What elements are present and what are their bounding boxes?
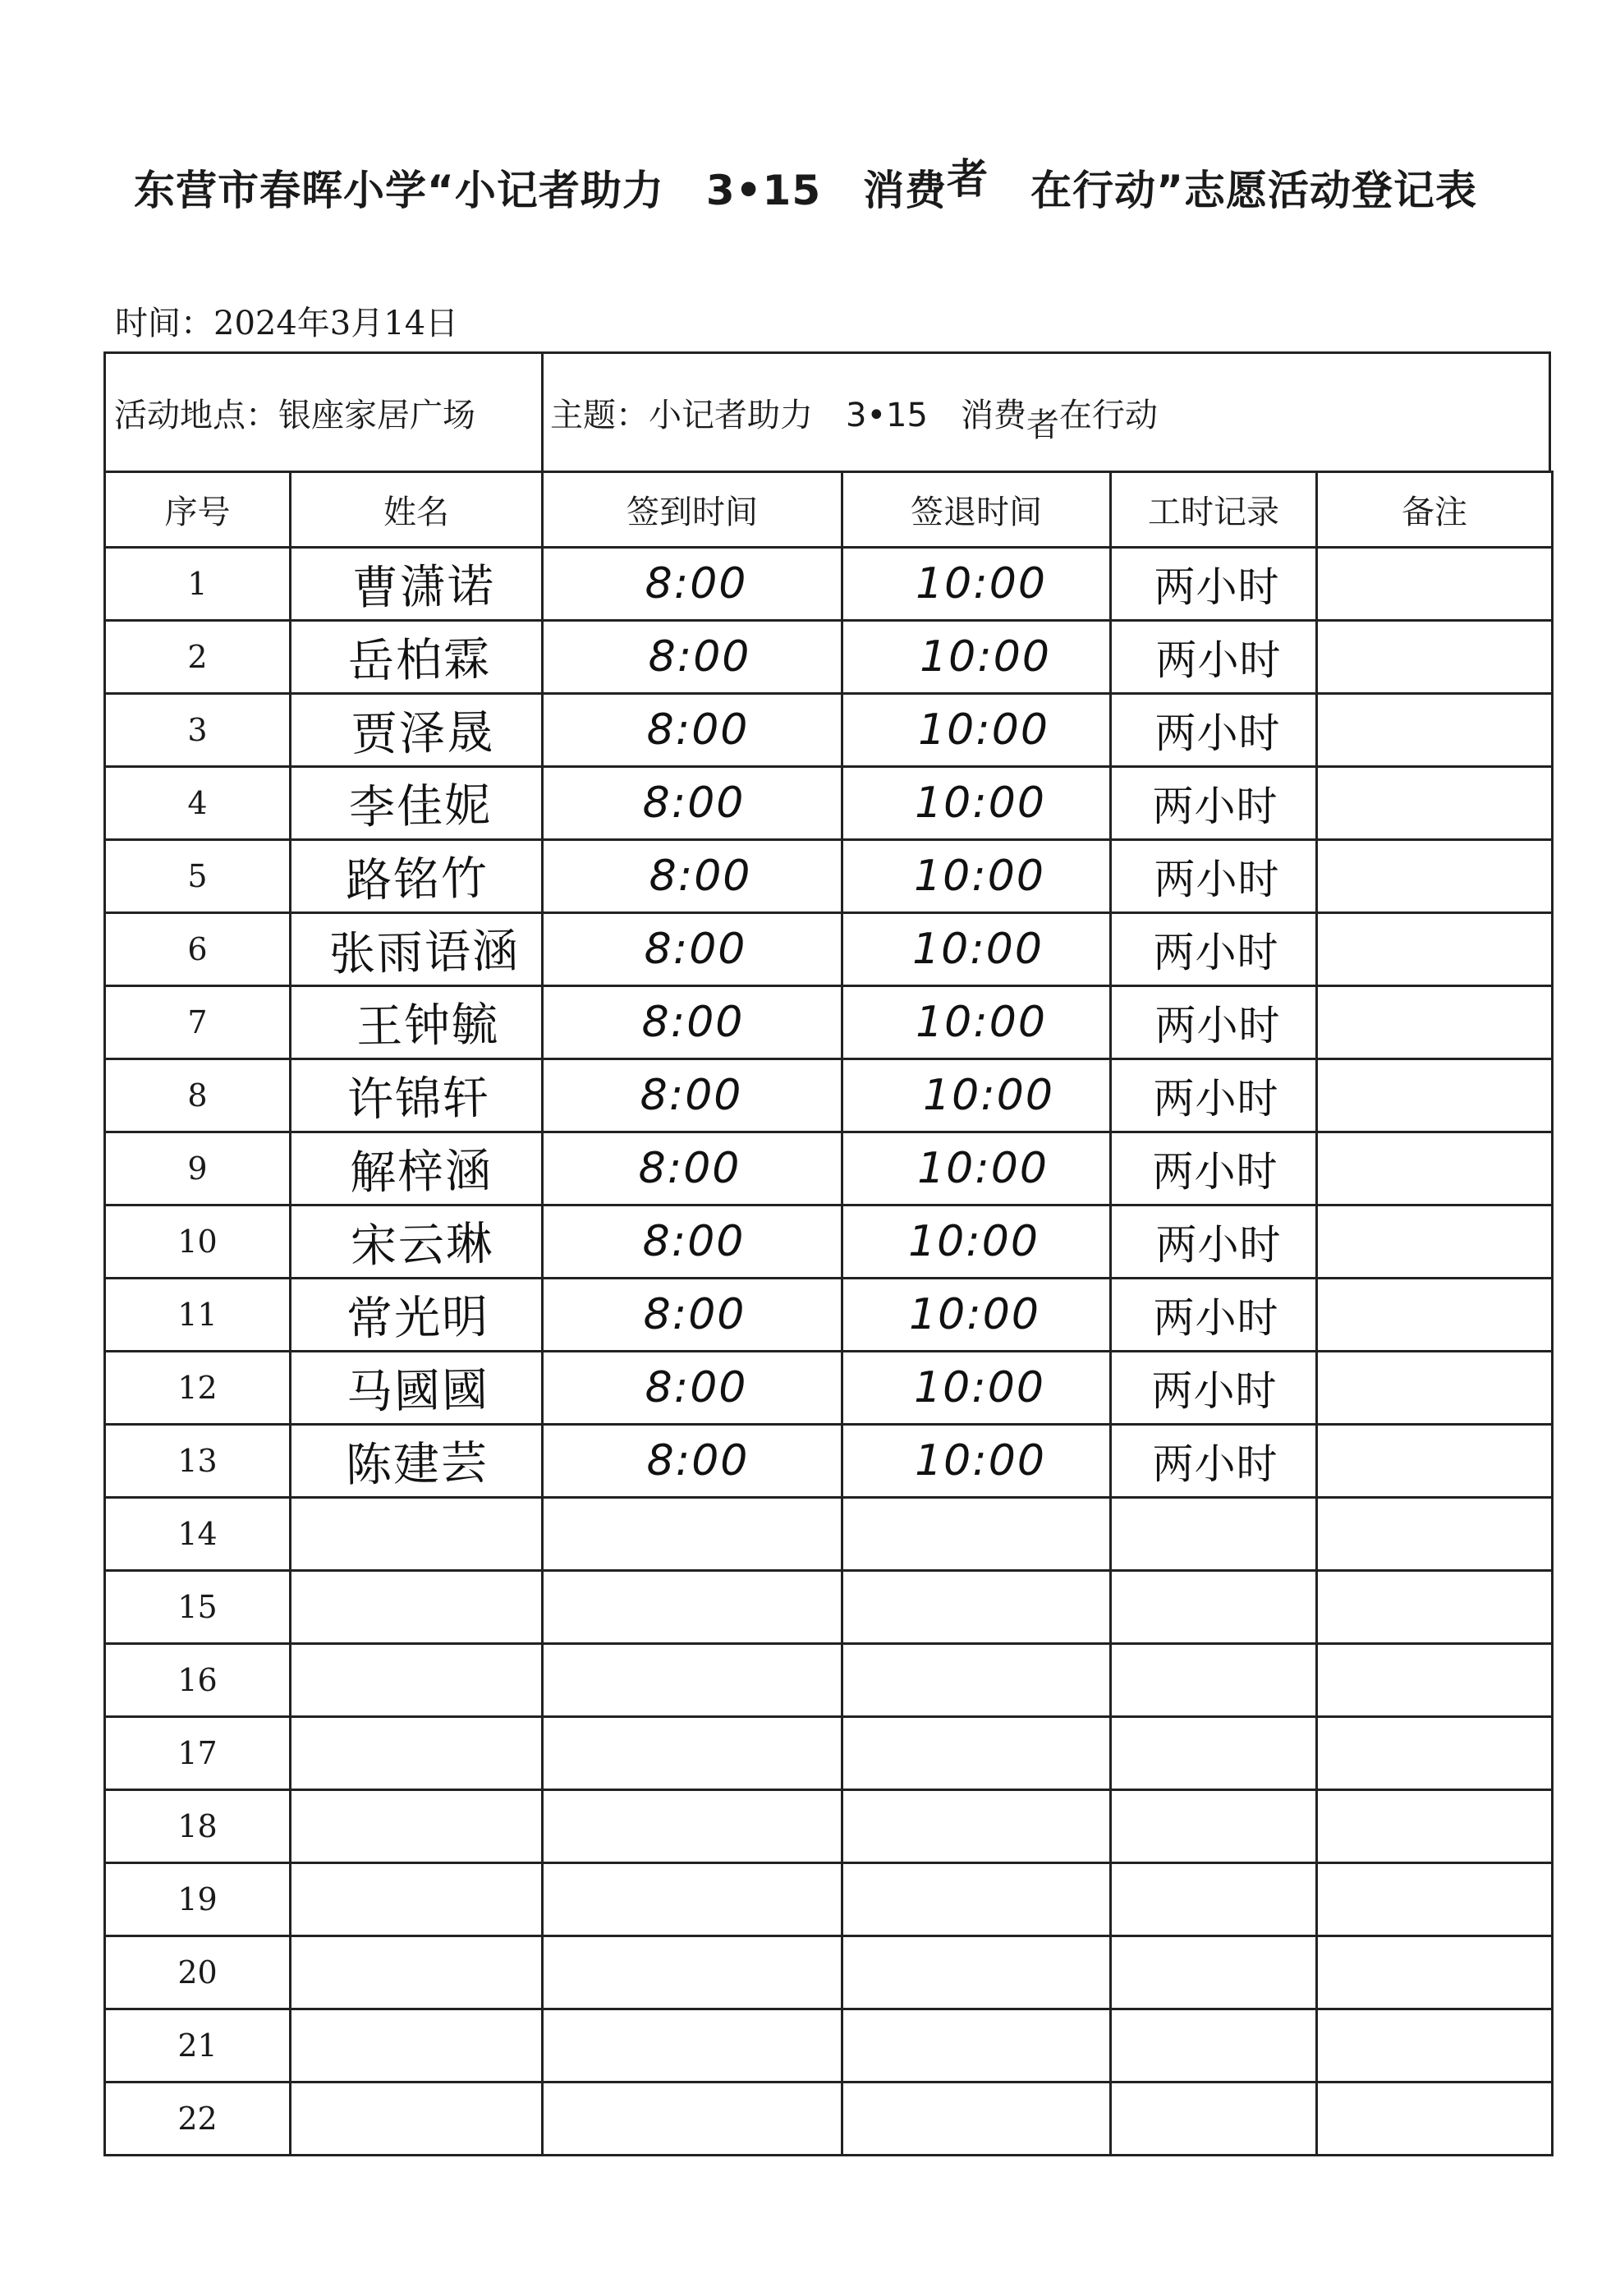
- row-name-cell: [291, 1936, 543, 2009]
- row-sign-out-cell: [842, 1790, 1111, 1863]
- table-body: [105, 548, 1553, 2156]
- row-hours-cell: [1111, 694, 1317, 767]
- row-seq: 16: [177, 1662, 218, 1698]
- row-sign-out: 10:00: [918, 705, 1049, 755]
- row-sign-out: 10:00: [915, 1436, 1046, 1486]
- row-seq: 12: [177, 1370, 218, 1406]
- row-note-cell: [1317, 1936, 1553, 2009]
- row-note-cell: [1317, 840, 1553, 913]
- row-sign-in: 8:00: [645, 1363, 748, 1412]
- row-sign-out: 10:00: [916, 998, 1047, 1047]
- row-hours-cell: [1111, 1863, 1317, 1936]
- table-row: [105, 840, 1553, 913]
- place-value: 银座家居广场: [278, 396, 475, 434]
- row-hours-cell: [1111, 840, 1317, 913]
- row-hours-cell: [1111, 1205, 1317, 1279]
- row-name-cell: [291, 1205, 543, 1279]
- row-seq-cell: [105, 2082, 291, 2156]
- row-name: 路铭竹: [345, 852, 489, 908]
- row-seq: 22: [177, 2101, 218, 2137]
- row-name: 王钟毓: [356, 998, 500, 1054]
- row-name: 岳柏霖: [347, 632, 492, 689]
- row-seq-cell: [105, 2009, 291, 2082]
- row-sign-out: 10:00: [920, 632, 1051, 682]
- row-sign-in-cell: [543, 548, 842, 621]
- row-name-cell: [291, 986, 543, 1059]
- row-sign-in-cell: [543, 1498, 842, 1571]
- row-hours: 两小时: [1153, 1075, 1279, 1123]
- row-name-cell: [291, 548, 543, 621]
- row-sign-out-cell: [842, 694, 1111, 767]
- row-name-cell: [291, 840, 543, 913]
- row-name-cell: [291, 1717, 543, 1790]
- row-sign-out: 10:00: [915, 778, 1046, 828]
- date-value: 2024年3月14日: [213, 305, 459, 342]
- table-row: [105, 1790, 1553, 1863]
- row-note-cell: [1317, 694, 1553, 767]
- row-hours: 两小时: [1152, 1440, 1278, 1488]
- row-sign-out: 10:00: [916, 559, 1047, 608]
- row-name-cell: [291, 1059, 543, 1132]
- row-hours-cell: [1111, 548, 1317, 621]
- row-hours-cell: [1111, 1936, 1317, 2009]
- row-seq-cell: [105, 1425, 291, 1498]
- row-hours: 两小时: [1155, 1221, 1282, 1269]
- row-sign-out-cell: [842, 621, 1111, 694]
- row-sign-out-cell: [842, 986, 1111, 1059]
- table-row: [105, 1059, 1553, 1132]
- header-hours: 工时记录: [1111, 472, 1317, 548]
- row-hours-cell: [1111, 2009, 1317, 2082]
- row-hours: 两小时: [1153, 929, 1279, 976]
- row-sign-in-cell: [543, 694, 842, 767]
- row-name-cell: [291, 1425, 543, 1498]
- row-name-cell: [291, 2009, 543, 2082]
- row-sign-in: 8:00: [642, 778, 746, 828]
- row-sign-in-cell: [543, 1863, 842, 1936]
- row-hours: 两小时: [1154, 856, 1280, 903]
- table-row: [105, 1571, 1553, 1644]
- activity-place-cell: [106, 354, 544, 471]
- row-sign-in: 8:00: [638, 1144, 741, 1193]
- row-seq-cell: [105, 767, 291, 840]
- row-seq: 1: [187, 566, 208, 602]
- row-seq: 19: [177, 1881, 218, 1917]
- table-row: [105, 986, 1553, 1059]
- row-seq-cell: [105, 913, 291, 986]
- row-seq-cell: [105, 1352, 291, 1425]
- row-sign-out-cell: [842, 1863, 1111, 1936]
- table-row: [105, 1644, 1553, 1717]
- row-seq: 2: [187, 639, 208, 675]
- row-hours-cell: [1111, 767, 1317, 840]
- row-seq-cell: [105, 1863, 291, 1936]
- row-seq: 3: [187, 712, 208, 748]
- row-seq-cell: [105, 840, 291, 913]
- row-sign-in-cell: [543, 1279, 842, 1352]
- date-label: 时间：: [115, 305, 213, 342]
- row-name-cell: [291, 1863, 543, 1936]
- row-sign-out-cell: [842, 1425, 1111, 1498]
- theme-label: 主题：: [550, 396, 649, 434]
- row-seq: 5: [187, 858, 208, 894]
- row-sign-in-cell: [543, 1790, 842, 1863]
- row-note-cell: [1317, 621, 1553, 694]
- row-name: 李佳妮: [348, 778, 493, 835]
- row-seq: 18: [177, 1808, 218, 1844]
- row-name: 常光明: [346, 1290, 490, 1347]
- volunteer-register-table: [103, 471, 1554, 2156]
- row-sign-out-cell: [842, 913, 1111, 986]
- row-seq: 21: [177, 2027, 218, 2064]
- row-name-cell: [291, 1571, 543, 1644]
- row-hours-cell: [1111, 1059, 1317, 1132]
- row-seq-cell: [105, 986, 291, 1059]
- row-name-cell: [291, 1279, 543, 1352]
- row-seq: 11: [177, 1297, 218, 1333]
- row-name-cell: [291, 694, 543, 767]
- table-row: [105, 2082, 1553, 2156]
- row-name: 马國國: [346, 1363, 490, 1420]
- row-note-cell: [1317, 1205, 1553, 1279]
- row-sign-out-cell: [842, 1279, 1111, 1352]
- row-hours: 两小时: [1152, 1148, 1278, 1196]
- row-sign-in-cell: [543, 1352, 842, 1425]
- row-hours-cell: [1111, 986, 1317, 1059]
- table-row: [105, 1352, 1553, 1425]
- row-name-cell: [291, 1132, 543, 1205]
- row-hours-cell: [1111, 1279, 1317, 1352]
- row-hours: 两小时: [1152, 783, 1278, 830]
- row-hours-cell: [1111, 913, 1317, 986]
- row-note-cell: [1317, 1863, 1553, 1936]
- row-hours-cell: [1111, 1790, 1317, 1863]
- row-sign-out-cell: [842, 1936, 1111, 2009]
- row-sign-out: 10:00: [908, 1217, 1040, 1266]
- header-seq: 序号: [105, 472, 291, 548]
- row-seq: 7: [187, 1004, 208, 1040]
- header-sign-in: 签到时间: [543, 472, 842, 548]
- row-sign-out-cell: [842, 548, 1111, 621]
- table-row: [105, 1425, 1553, 1498]
- row-hours: 两小时: [1154, 563, 1280, 611]
- row-name: 张雨语涵: [328, 924, 521, 982]
- table-row: [105, 1279, 1553, 1352]
- row-name-cell: [291, 913, 543, 986]
- row-note-cell: [1317, 1571, 1553, 1644]
- row-sign-out-cell: [842, 840, 1111, 913]
- row-seq-cell: [105, 1205, 291, 1279]
- row-name: 解梓涵: [349, 1144, 493, 1201]
- table-row: [105, 913, 1553, 986]
- row-hours-cell: [1111, 2082, 1317, 2156]
- row-seq-cell: [105, 1132, 291, 1205]
- row-sign-in-cell: [543, 621, 842, 694]
- row-name-cell: [291, 621, 543, 694]
- row-seq: 17: [177, 1735, 218, 1771]
- table-row: [105, 621, 1553, 694]
- row-sign-out-cell: [842, 2009, 1111, 2082]
- title-part2: 在行动”志愿活动登记表: [989, 167, 1478, 214]
- table-row: [105, 767, 1553, 840]
- row-sign-out-cell: [842, 1132, 1111, 1205]
- form-title: [0, 155, 1611, 217]
- row-note-cell: [1317, 986, 1553, 1059]
- row-seq: 9: [187, 1150, 208, 1187]
- table-row: [105, 694, 1553, 767]
- header-note: 备注: [1317, 472, 1553, 548]
- row-seq-cell: [105, 621, 291, 694]
- row-name-cell: [291, 1644, 543, 1717]
- row-seq: 13: [177, 1443, 218, 1479]
- row-sign-in-cell: [543, 2082, 842, 2156]
- row-hours: 两小时: [1154, 709, 1281, 757]
- row-seq-cell: [105, 548, 291, 621]
- row-seq: 8: [187, 1077, 208, 1114]
- row-sign-in-cell: [543, 1644, 842, 1717]
- row-sign-in: 8:00: [646, 705, 750, 755]
- row-hours-cell: [1111, 1352, 1317, 1425]
- row-seq-cell: [105, 1717, 291, 1790]
- row-seq-cell: [105, 1644, 291, 1717]
- table-row: [105, 1936, 1553, 2009]
- header-sign-out: 签退时间: [842, 472, 1111, 548]
- table-row: [105, 1863, 1553, 1936]
- row-hours: 两小时: [1153, 1294, 1279, 1342]
- header-name: 姓名: [291, 472, 543, 548]
- title-raised-char: 者: [947, 155, 989, 203]
- row-name-cell: [291, 1790, 543, 1863]
- date-line: [115, 297, 458, 344]
- row-seq-cell: [105, 1498, 291, 1571]
- table-row: [105, 1132, 1553, 1205]
- row-note-cell: [1317, 1059, 1553, 1132]
- row-sign-out-cell: [842, 1059, 1111, 1132]
- theme-part2: 在行动: [1058, 396, 1158, 434]
- row-sign-out: 10:00: [912, 925, 1044, 974]
- row-sign-out: 10:00: [909, 1290, 1040, 1339]
- row-sign-out-cell: [842, 1571, 1111, 1644]
- row-seq: 20: [177, 1954, 218, 1991]
- row-sign-in-cell: [543, 1205, 842, 1279]
- row-sign-out: 10:00: [914, 852, 1045, 901]
- row-sign-in-cell: [543, 913, 842, 986]
- row-note-cell: [1317, 1425, 1553, 1498]
- row-hours-cell: [1111, 1717, 1317, 1790]
- theme-lowered-char: 者: [1026, 406, 1059, 444]
- row-note-cell: [1317, 548, 1553, 621]
- row-sign-in: 8:00: [642, 1217, 746, 1266]
- row-seq: 15: [177, 1589, 218, 1625]
- row-note-cell: [1317, 1790, 1553, 1863]
- row-note-cell: [1317, 767, 1553, 840]
- title-part1: 东营市春晖小学“小记者助力 3•15 消费: [133, 167, 948, 214]
- table-row: [105, 1498, 1553, 1571]
- row-note-cell: [1317, 1644, 1553, 1717]
- row-name: 贾泽晟: [351, 705, 495, 762]
- row-note-cell: [1317, 2082, 1553, 2156]
- row-seq-cell: [105, 1790, 291, 1863]
- row-sign-in: 8:00: [648, 632, 751, 682]
- table-row: [105, 548, 1553, 621]
- row-name: 宋云琳: [350, 1217, 494, 1274]
- row-note-cell: [1317, 1279, 1553, 1352]
- row-hours: 两小时: [1154, 1002, 1281, 1049]
- row-sign-in-cell: [543, 1425, 842, 1498]
- table-row: [105, 1205, 1553, 1279]
- row-name-cell: [291, 1498, 543, 1571]
- row-sign-in-cell: [543, 1571, 842, 1644]
- row-seq-cell: [105, 1571, 291, 1644]
- row-sign-out: 10:00: [914, 1363, 1045, 1412]
- row-hours-cell: [1111, 1644, 1317, 1717]
- table-row: [105, 2009, 1553, 2082]
- row-seq-cell: [105, 1279, 291, 1352]
- row-sign-out-cell: [842, 1205, 1111, 1279]
- row-note-cell: [1317, 1132, 1553, 1205]
- row-hours-cell: [1111, 1132, 1317, 1205]
- row-sign-out-cell: [842, 767, 1111, 840]
- row-sign-in: 8:00: [644, 925, 747, 974]
- row-seq-cell: [105, 1936, 291, 2009]
- row-hours-cell: [1111, 1425, 1317, 1498]
- row-hours-cell: [1111, 1571, 1317, 1644]
- row-sign-in-cell: [543, 1059, 842, 1132]
- row-seq-cell: [105, 1059, 291, 1132]
- row-name: 曹潇诺: [351, 559, 496, 616]
- row-sign-in: 8:00: [641, 998, 745, 1047]
- row-sign-in-cell: [543, 2009, 842, 2082]
- row-sign-out-cell: [842, 1644, 1111, 1717]
- row-sign-out: 10:00: [917, 1144, 1049, 1193]
- row-sign-in: 8:00: [649, 852, 752, 901]
- row-sign-in-cell: [543, 840, 842, 913]
- row-hours: 两小时: [1151, 1367, 1278, 1415]
- row-hours-cell: [1111, 1498, 1317, 1571]
- activity-info-row: [103, 351, 1551, 473]
- row-sign-in-cell: [543, 1717, 842, 1790]
- row-sign-in: 8:00: [640, 1071, 743, 1120]
- row-sign-in: 8:00: [643, 1290, 746, 1339]
- row-seq: 4: [187, 785, 208, 821]
- place-label: 活动地点：: [114, 396, 278, 434]
- row-seq: 6: [187, 931, 208, 967]
- row-sign-in: 8:00: [645, 559, 748, 608]
- activity-theme-cell: [544, 354, 1549, 471]
- row-sign-out-cell: [842, 1498, 1111, 1571]
- row-sign-out-cell: [842, 1352, 1111, 1425]
- theme-part1: 小记者助力 3•15 消费: [649, 396, 1026, 434]
- row-note-cell: [1317, 1498, 1553, 1571]
- row-sign-in-cell: [543, 1936, 842, 2009]
- row-sign-in-cell: [543, 986, 842, 1059]
- row-seq: 10: [177, 1224, 218, 1260]
- row-hours: 两小时: [1155, 636, 1282, 684]
- row-sign-out-cell: [842, 1717, 1111, 1790]
- row-note-cell: [1317, 1717, 1553, 1790]
- row-sign-in-cell: [543, 1132, 842, 1205]
- row-seq: 14: [177, 1516, 218, 1552]
- row-sign-out-cell: [842, 2082, 1111, 2156]
- row-note-cell: [1317, 913, 1553, 986]
- row-name-cell: [291, 1352, 543, 1425]
- row-seq-cell: [105, 694, 291, 767]
- row-sign-out: 10:00: [923, 1071, 1054, 1120]
- row-note-cell: [1317, 1352, 1553, 1425]
- row-name: 许锦轩: [347, 1071, 491, 1127]
- row-name-cell: [291, 767, 543, 840]
- table-header-row: [105, 472, 1553, 548]
- row-sign-in-cell: [543, 767, 842, 840]
- row-name: 陈建芸: [345, 1436, 489, 1493]
- row-note-cell: [1317, 2009, 1553, 2082]
- row-name-cell: [291, 2082, 543, 2156]
- row-sign-in: 8:00: [646, 1436, 750, 1486]
- table-row: [105, 1717, 1553, 1790]
- row-hours-cell: [1111, 621, 1317, 694]
